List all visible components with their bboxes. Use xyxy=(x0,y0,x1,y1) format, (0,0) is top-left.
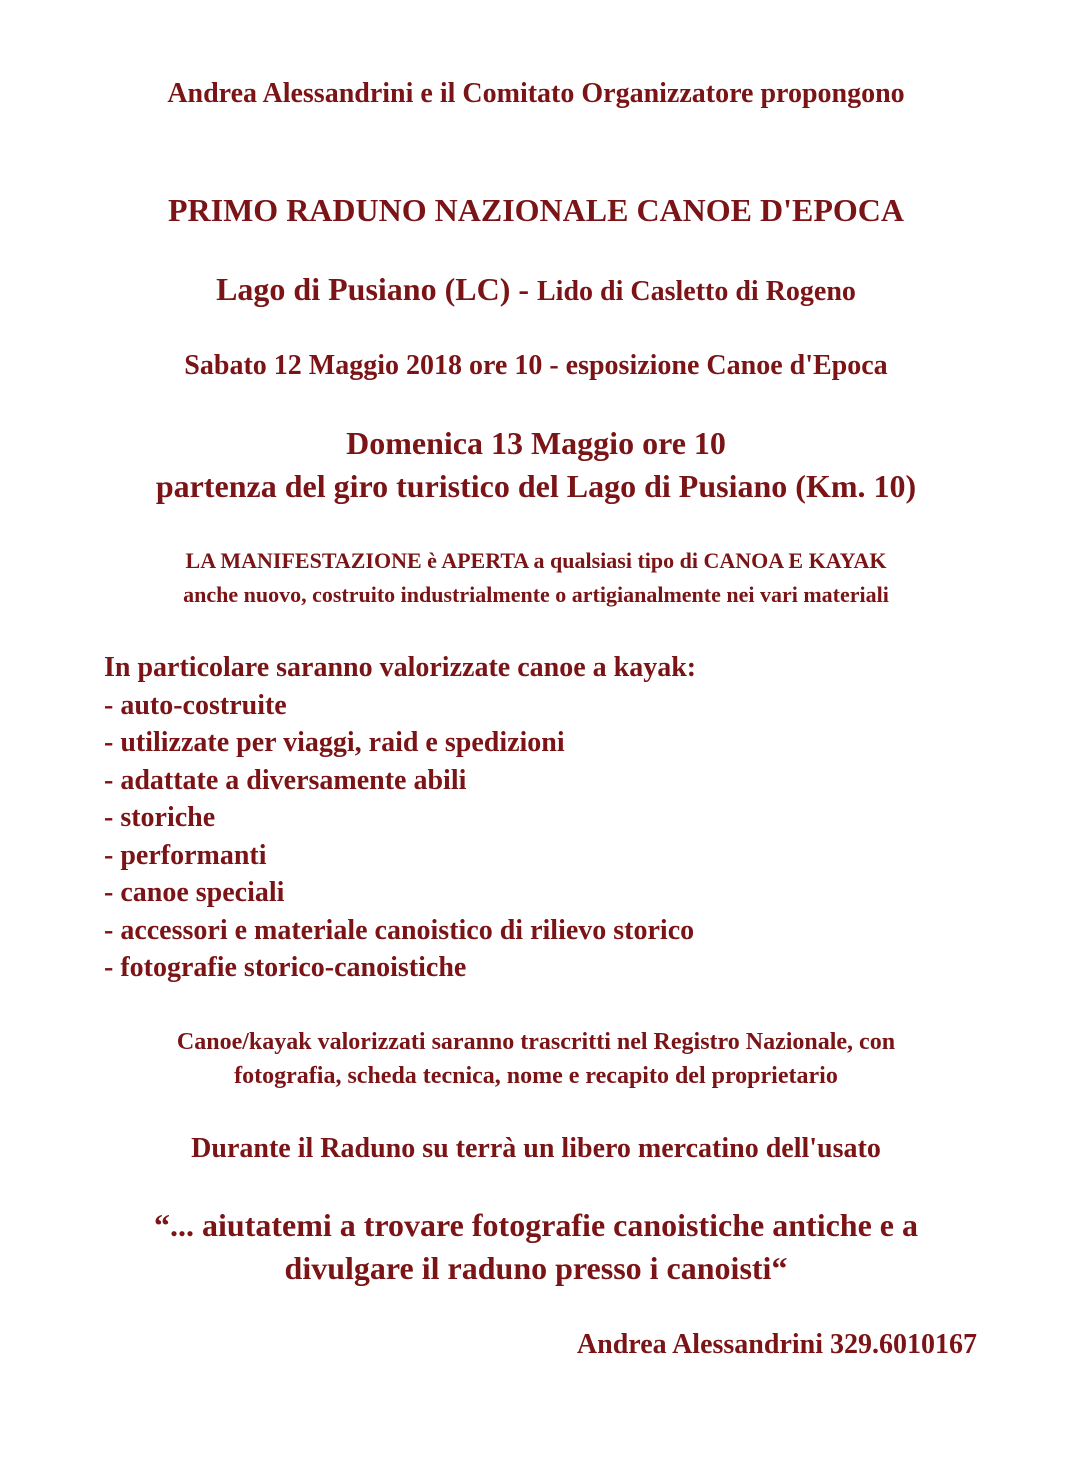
saturday-line: Sabato 12 Maggio 2018 ore 10 - esposizione Canoe d'Epoca xyxy=(184,350,888,381)
category-item: - performanti xyxy=(104,840,267,871)
category-item: - canoe speciali xyxy=(104,877,285,908)
category-item: - accessori e materiale canoistico di rilievo storico xyxy=(104,915,695,946)
category-item: - fotografie storico-canoistiche xyxy=(104,952,467,983)
location-main: Lago di Pusiano (LC) - xyxy=(216,271,537,307)
location-sub: Lido di Casletto di Rogeno xyxy=(537,276,856,307)
contact-line: Andrea Alessandrini 329.6010167 xyxy=(576,1329,977,1360)
open-info-line-1: LA MANIFESTAZIONE è APERTA a qualsiasi tipo di CANOA E KAYAK xyxy=(185,548,887,573)
registry-line-1: Canoe/kayak valorizzati saranno trascritti nel Registro Nazionale, con xyxy=(176,1029,896,1055)
open-info-line-2: anche nuovo, costruito industrialmente o artigianalmente nei vari materiali xyxy=(183,582,889,607)
sunday-line-1: Domenica 13 Maggio ore 10 xyxy=(346,425,726,461)
market-line: Durante il Raduno su terrà un libero mercatino dell'usato xyxy=(191,1133,881,1164)
intro-line: Andrea Alessandrini e il Comitato Organizzatore propongono xyxy=(167,78,905,109)
category-item: - auto-costruite xyxy=(104,690,287,721)
quote-line-1: “... aiutatemi a trovare fotografie canoistiche antiche e a xyxy=(154,1207,918,1243)
event-title: PRIMO RADUNO NAZIONALE CANOE D'EPOCA xyxy=(167,192,904,228)
sunday-line-2: partenza del giro turistico del Lago di Pusiano (Km. 10) xyxy=(155,468,917,504)
registry-line-2: fotografia, scheda tecnica, nome e recapito del proprietario xyxy=(234,1063,838,1089)
categories-intro: In particolare saranno valorizzate canoe a kayak: xyxy=(104,652,697,683)
category-item: - utilizzate per viaggi, raid e spedizioni xyxy=(104,727,565,758)
category-item: - storiche xyxy=(104,802,216,833)
category-item: - adattate a diversamente abili xyxy=(104,765,467,796)
location-line xyxy=(0,271,1072,308)
quote-line-2: divulgare il raduno presso i canoisti“ xyxy=(284,1250,788,1286)
